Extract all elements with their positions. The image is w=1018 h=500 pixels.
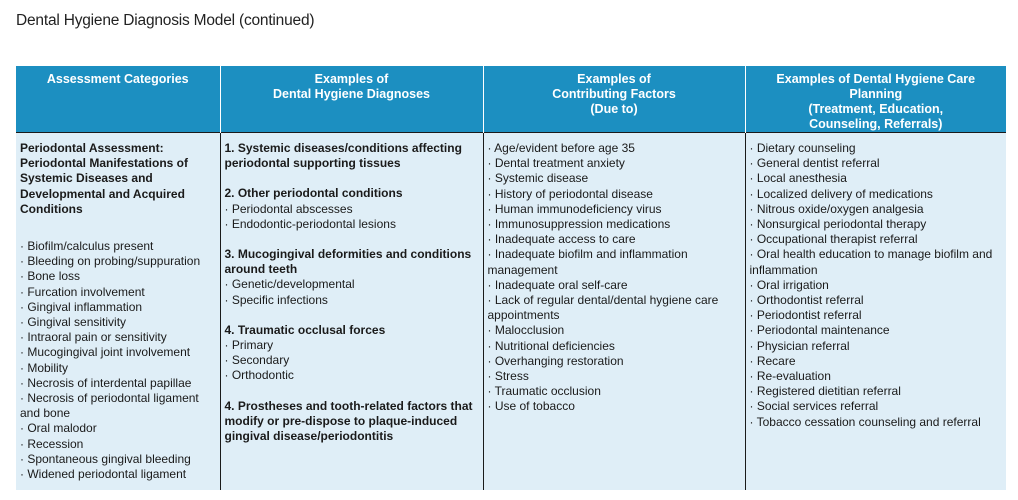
list-item: · Genetic/developmental [224,277,355,292]
list-item: · Nonsurgical periodontal therapy [749,217,927,232]
list-item: · Lack of regular dental/dental hygiene care appointments [487,293,719,323]
list-item: · Social services referral [749,399,879,414]
list-item: · Bone loss [20,269,81,284]
list-item: · Physician referral [749,338,850,353]
list-item: · Gingival sensitivity [20,315,127,330]
list-item: · Oral health education to manage biofilm and inflammation [749,247,993,277]
list-item: · Immunosuppression medications [487,217,671,232]
diagnosis-group-4-title: 4. Traumatic occlusal forces [224,322,386,337]
list-item: · Dental treatment anxiety [487,156,625,171]
list-item: · History of periodontal disease [487,186,653,201]
header-contributing-factors: Examples of Contributing Factors (Due to) [483,66,745,133]
header-care-planning: Examples of Dental Hygiene Care Planning (Treatment, Education, Counseling, Referrals) [745,66,1006,133]
list-item: · Periodontist referral [749,308,862,323]
cell-diagnoses [220,133,483,491]
header-diagnoses: Examples of Dental Hygiene Diagnoses [220,66,483,133]
assessment-list [20,239,216,482]
list-item: · Spontaneous gingival bleeding [20,451,191,466]
list-item: · Occupational therapist referral [749,232,918,247]
list-item: · Bleeding on probing/suppuration [20,254,201,269]
list-item: · Oral malodor [20,421,97,436]
diagnosis-group-3-title: 3. Mucogingival deformities and conditions around teeth [224,247,472,277]
list-item: · Periodontal abscesses [224,201,353,216]
list-item: · Primary [224,338,274,353]
list-item: · Orthodontist referral [749,293,864,308]
list-item: · Widened periodontal ligament [20,467,187,482]
list-item: · Traumatic occlusion [487,384,601,399]
list-item: · Specific infections [224,292,328,307]
page-title: Dental Hygiene Diagnosis Model (continued) [16,12,315,29]
list-item: · Gingival inflammation [20,299,143,314]
list-item: · Re-evaluation [749,369,831,384]
list-item: · Local anesthesia [749,171,847,186]
list-item: · Mobility [20,360,69,375]
list-item: · Recare [749,353,796,368]
list-item: · Biofilm/calculus present [20,239,154,254]
cell-assessment [16,133,220,491]
list-item: · Oral irrigation [749,277,829,292]
list-item: · Stress [487,369,529,384]
list-item: · Periodontal maintenance [749,323,890,338]
list-item: · Tobacco cessation counseling and referral [749,414,981,429]
cell-contributing-factors [483,133,745,491]
list-item: · Intraoral pain or sensitivity [20,330,167,345]
list-item: · Recession [20,436,84,451]
list-item: · Use of tobacco [487,399,575,414]
list-item: · Nutritional deficiencies [487,338,615,353]
list-item: · Mucogingival joint involvement [20,345,191,360]
diagnosis-model-table [16,66,1006,490]
diagnosis-group-5-title: 4. Prostheses and tooth-related factors that modify or pre-dispose to plaque-induced gingival disease/periodontitis [224,398,473,444]
list-item: · Inadequate oral self-care [487,277,628,292]
list-item: · Registered dietitian referral [749,384,901,399]
list-item: · Overhanging restoration [487,353,624,368]
diagnosis-group-2-title: 2. Other periodontal conditions [224,186,403,201]
list-item: · Inadequate access to care [487,232,636,247]
list-item: · Endodontic-periodontal lesions [224,216,396,231]
list-item: · Systemic disease [487,171,589,186]
list-item: · Human immunodeficiency virus [487,201,662,216]
list-item: · General dentist referral [749,156,880,171]
list-item: · Secondary [224,353,290,368]
list-item: · Age/evident before age 35 [487,141,635,155]
cell-care-planning [745,133,1006,491]
table-row [16,133,1006,491]
header-row [16,66,1006,133]
diagnosis-group-1-title: 1. Systemic diseases/conditions affecting periodontal supporting tissues [224,141,462,171]
list-item: · Nitrous oxide/oxygen analgesia [749,201,924,216]
list-item: · Localized delivery of medications [749,186,933,201]
header-assessment-categories: Assessment Categories [16,66,220,133]
assessment-heading: Periodontal Assessment: Periodontal Manifestations of Systemic Diseases and Developmental and Acquired Conditions [20,141,189,216]
list-item: · Necrosis of periodontal ligament and bone [20,391,199,421]
list-item: · Malocclusion [487,323,565,338]
list-item: · Dietary counseling [749,141,856,155]
list-item: · Furcation involvement [20,284,145,299]
list-item: · Inadequate biofilm and inflammation management [487,247,688,277]
list-item: · Orthodontic [224,368,294,383]
list-item: · Necrosis of interdental papillae [20,375,192,390]
